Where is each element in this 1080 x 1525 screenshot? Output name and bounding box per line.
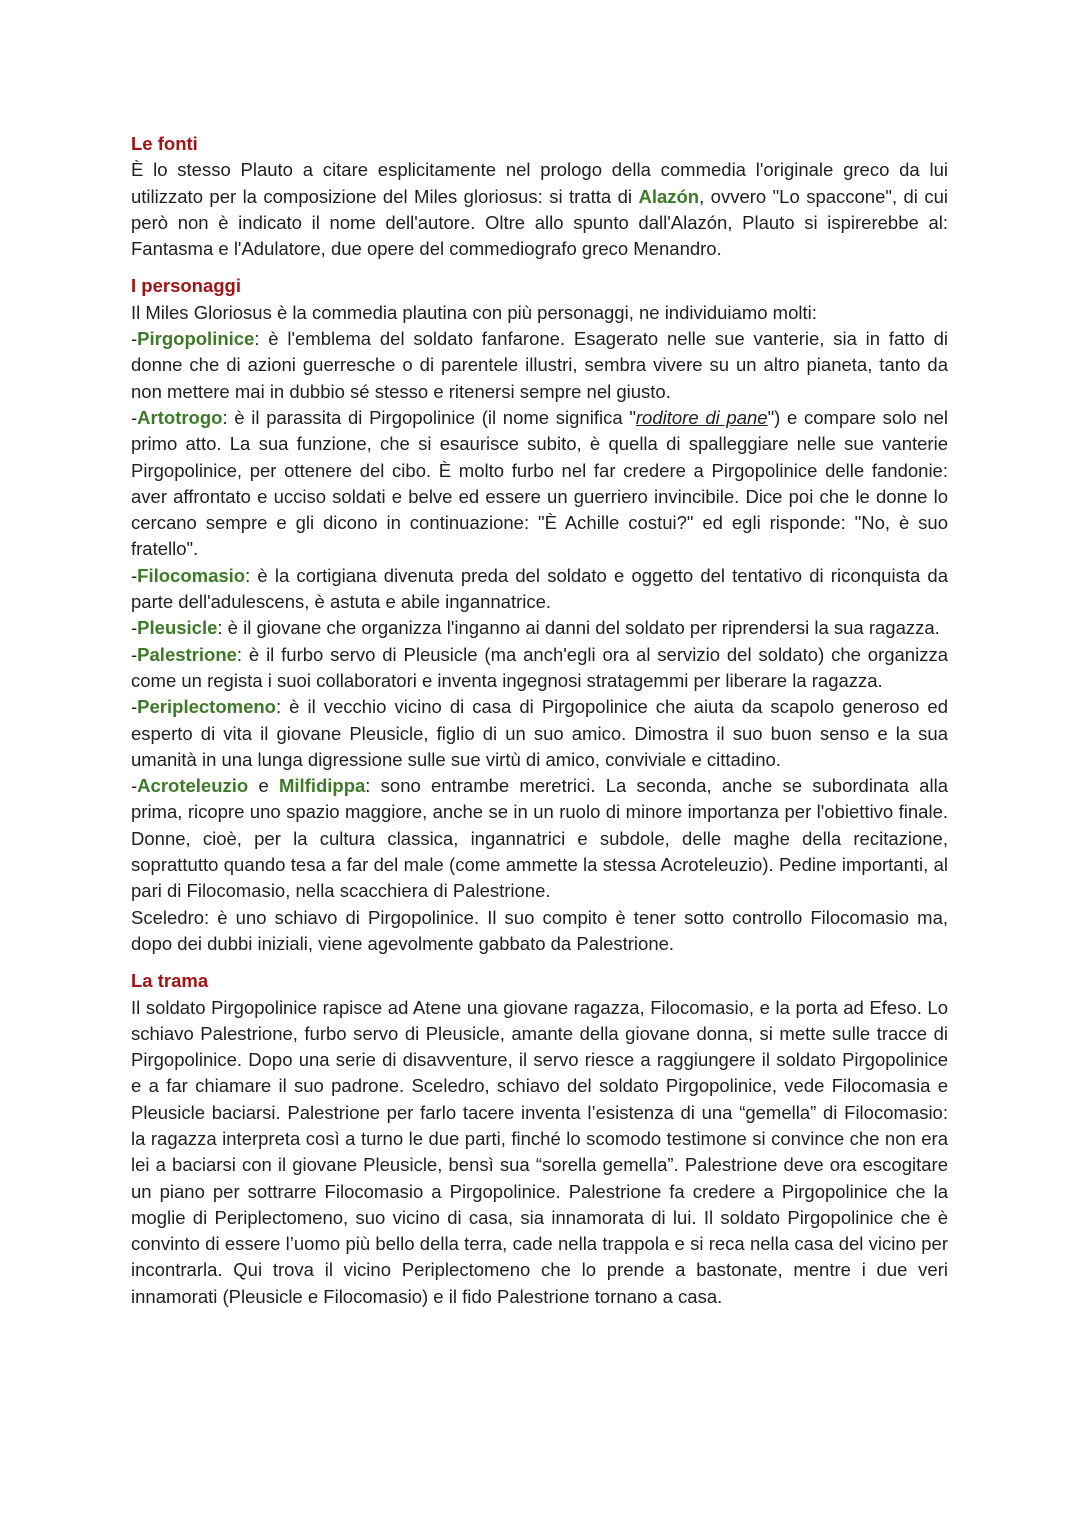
character-name: Milfidippa bbox=[278, 775, 366, 797]
character-description: : è il furbo servo di Pleusicle (ma anch'egli ora al servizio del soldato) che organizza come un regista i suoi collaboratori e inventa ingegnosi stratagemmi per liberare la ragazza. bbox=[131, 643, 948, 691]
character-description-part2: ") e compare solo nel primo atto. La sua funzione, che si esaurisce subito, è quella di spalleggiare nelle sue vanterie Pirgopolinice, per ottenere del cibo. È molto furbo nel far credere a Pirgopolinice delle fandonie: aver affrontato e ucciso soldati e belve ed essere un guerriero invincibile. Dice poi che le donne lo cercano sempre e gli dicono in continuazione: "È Achille costui?" ed egli risponde: "No, è suo fratello". bbox=[131, 406, 949, 560]
bullet-dash: - bbox=[131, 564, 138, 586]
fonti-text-part1: È lo stesso Plauto a citare esplicitamente nel prologo della commedia l'originale greco da lui utilizzato per la composizione del Miles gloriosus: si tratta di bbox=[131, 159, 948, 207]
section-title-personaggi: I personaggi bbox=[131, 275, 241, 297]
character-palestrione bbox=[131, 642, 948, 695]
bullet-dash: - bbox=[131, 696, 138, 718]
character-description: : è la cortigiana divenuta preda del soldato e oggetto del tentativo di riconquista da parte dell'adulescens, è astuta e abile ingannatrice. bbox=[131, 564, 948, 613]
section-title-trama: La trama bbox=[131, 970, 209, 992]
character-name: Pirgopolinice bbox=[137, 328, 255, 350]
character-description: : è il vecchio vicino di casa di Pirgopolinice che aiuta da scapolo generoso ed esperto di vita il giovane Pleusicle, figlio di un suo amico. Dimostra il suo buon senso e la sua umanità in una lunga digressione sulle sue virtù di amico, conviviale e cittadino. bbox=[131, 696, 948, 770]
section-personaggi bbox=[131, 273, 948, 957]
section-fonti bbox=[131, 131, 948, 262]
character-description-part1: : è il parassita di Pirgopolinice (il nome significa " bbox=[222, 406, 636, 428]
bullet-dash: - bbox=[131, 406, 138, 428]
name-meaning-emphasis: roditore di pane bbox=[635, 406, 768, 428]
document-page bbox=[131, 131, 948, 1321]
paragraph-trama: Il soldato Pirgopolinice rapisce ad Atene una giovane ragazza, Filocomasio, e la porta ad Efeso. Lo schiavo Palestrione, furbo servo di Pleusicle, amante della giovane donna, si mette sulle tracce di Pirgopolinice. Dopo una serie di disavventure, il servo riesce a raggiungere il soldato Pirgopolinice e a far chiamare il suo padrone. Sceledro, schiavo del soldato Pirgopolinice, vede Filocomasia e Pleusicle baciarsi. Palestrione per farlo tacere inventa l’esistenza di una “gemella” di Filocomasio: la ragazza interpreta così a turno le due parti, finché lo scomodo testimone si convince che non era lei a baciarsi con il giovane Pleusicle, bensì sua “sorella gemella”. Palestrione deve ora escogitare un piano per sottrarre Filocomasio a Pirgopolinice. Palestrione fa credere a Pirgopolinice che la moglie di Periplectomeno, suo vicino di casa, sia innamorata di lui. Il soldato Pirgopolinice che è convinto di essere l’uomo più bello della terra, cade nella trappola e si reca nella casa del vicino per incontrarla. Qui trova il vicino Periplectomeno che lo prende a bastonate, mentre i due veri innamorati (Pleusicle e Filocomasio) e il fido Palestrione tornano a casa. bbox=[131, 996, 948, 1307]
character-name: Artotrogo bbox=[137, 406, 223, 428]
character-description: : sono entrambe meretrici. La seconda, anche se subordinata alla prima, ricopre uno spazio maggiore, anche se in un ruolo di minore importanza per l'obiettivo finale. Donne, cioè, per la cultura classica, ingannatrici e subdole, delle maghe della recitazione, soprattutto quando tesa a far del male (come ammette la stessa Acroteleuzio). Pedine importanti, al pari di Filocomasio, nella scacchiera di Palestrione. bbox=[131, 775, 948, 902]
character-name: Palestrione bbox=[137, 643, 237, 665]
character-sceledro: Sceledro: è uno schiavo di Pirgopolinice. Il suo compito è tener sotto controllo Filocomasio ma, dopo dei dubbi iniziali, viene agevolmente gabbato da Palestrione. bbox=[131, 906, 948, 954]
character-description: : è il giovane che organizza l'inganno ai danni del soldato per riprendersi la sua ragazza. bbox=[217, 617, 940, 639]
character-acroteleuzio-milfidippa bbox=[131, 773, 948, 904]
conjunction: e bbox=[248, 775, 279, 797]
personaggi-intro: Il Miles Gloriosus è la commedia plautina con più personaggi, ne individuiamo molti: bbox=[131, 301, 817, 323]
character-artotrogo bbox=[131, 405, 948, 563]
section-title-fonti: Le fonti bbox=[131, 133, 198, 154]
character-pirgopolinice bbox=[131, 326, 948, 405]
character-filocomasio bbox=[131, 563, 948, 616]
bullet-dash: - bbox=[131, 328, 138, 350]
paragraph-fonti bbox=[131, 157, 948, 262]
section-trama bbox=[131, 968, 948, 1310]
bullet-dash: - bbox=[131, 643, 138, 665]
alazon-name: Alazón bbox=[638, 185, 700, 207]
character-name: Pleusicle bbox=[137, 617, 218, 639]
character-periplectomeno bbox=[131, 694, 948, 773]
fonti-text-part2: , ovvero "Lo spaccone", di cui però non è indicato il nome dell'autore. Oltre allo spunto dall'Alazón, Plauto si ispirerebbe al: Fantasma e l'Adulatore, due opere del commediografo greco Menandro. bbox=[131, 185, 948, 260]
character-pleusicle bbox=[131, 615, 948, 641]
bullet-dash: - bbox=[131, 775, 138, 797]
character-description: : è l'emblema del soldato fanfarone. Esagerato nelle sue vanterie, sia in fatto di donne che di azioni guerresche o di parentele illustri, sembra vivere su un altro pianeta, tanto da non mettere mai in dubbio sé stesso e ritenersi sempre nel giusto. bbox=[131, 328, 948, 402]
character-name: Periplectomeno bbox=[137, 696, 276, 718]
character-name: Filocomasio bbox=[137, 564, 246, 586]
character-name: Acroteleuzio bbox=[137, 775, 249, 797]
bullet-dash: - bbox=[131, 617, 138, 639]
